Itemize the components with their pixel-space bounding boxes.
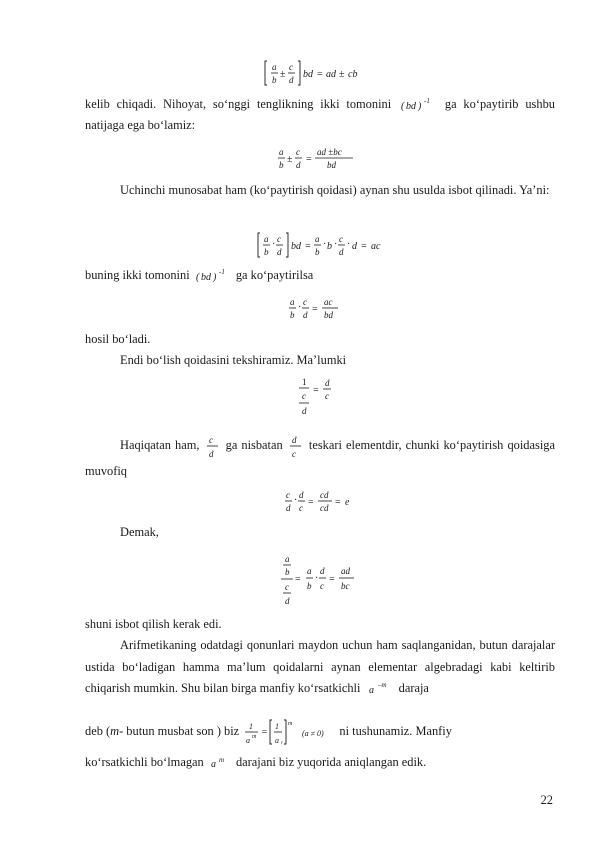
svg-text:c: c [286,490,290,500]
svg-text:a: a [264,234,269,244]
svg-text:=: = [361,241,367,252]
svg-text:=: = [308,497,314,508]
svg-text:bc: bc [341,581,350,591]
formula-reciprocal [297,374,347,420]
svg-text:c: c [299,503,303,513]
inline-formula-bd-inverse [400,97,436,113]
svg-text:bd: bd [291,241,301,252]
svg-text:1: 1 [249,722,254,731]
svg-text:–m: –m [377,681,387,690]
svg-text:b: b [315,247,320,257]
svg-text:a: a [275,736,280,745]
page-number: 22 [540,793,553,807]
formula-sum-rule [277,143,367,173]
svg-text:b: b [279,160,284,170]
svg-text:=: = [317,69,323,80]
svg-text:a: a [315,234,320,244]
svg-text:b: b [307,581,312,591]
svg-text:·: · [272,239,276,250]
svg-text:a: a [272,62,277,72]
inline-formula-a-m [209,756,231,770]
svg-text:=: = [306,154,312,165]
svg-text:ad: ad [326,69,336,80]
paragraph-9: Arifmetikaning odatdagi qonunlari maydon uchun ham saqlanganidan, butun darajalar ustida bo‘ladigan hamma ma’lum qoidalarni aynan elementar algebradagi kabi keltirib chiqarish mumkin. Shu bilan birga manfiy ko‘rsatkichli a –m daraja [85,638,555,697]
svg-text:±: ± [287,154,293,165]
paragraph-10: deb (m- butun musbat son ) biz 1 a m = 1 a r m (a ≠ 0) ni tushunamiz. Manfiy [85,718,555,746]
svg-text:a: a [285,554,290,564]
svg-text:r: r [281,741,284,746]
svg-text:a: a [307,566,312,576]
svg-text:bd: bd [324,310,333,320]
inline-formula-bd-inverse-2 [195,268,231,284]
formula-division-rule [280,552,370,608]
formula-product-rule [288,293,358,323]
svg-text:ad: ad [341,566,350,576]
svg-text:d: d [286,503,291,513]
svg-text:d: d [289,75,294,85]
paragraph-2: Uchinchi munosabat ham (ko‘paytirish qoidasi) aynan shu usulda isbot qilinadi. Ya’ni: [120,183,550,197]
svg-text:a: a [246,736,251,745]
inline-formula-a-neg-m [366,681,394,697]
svg-text:d: d [303,310,308,320]
svg-text:c: c [320,581,324,591]
svg-text:c: c [289,62,293,72]
svg-text:=: = [312,304,318,315]
svg-text:·: · [323,239,327,250]
svg-text:c: c [208,435,213,445]
svg-text:d: d [299,490,304,500]
svg-text:d: d [296,160,301,170]
svg-text:b: b [272,75,277,85]
svg-text:=: = [335,497,341,508]
svg-text:bd: bd [406,101,417,113]
inline-formula-c-over-d [206,432,220,460]
svg-text:=: = [329,574,335,585]
svg-text:bd: bd [327,160,336,170]
svg-text:ad ±bc: ad ±bc [317,147,342,157]
svg-text:d: d [285,596,290,606]
paragraph-1: kelib chiqadi. Nihoyat, so‘nggi tenglikning ikki tomonini ( bd ) -1 ga ko‘paytirib ushbu natijaga ega bo‘lamiz: [85,97,555,132]
svg-text:1: 1 [275,722,280,731]
svg-text:c: c [285,582,289,592]
svg-text:·: · [298,302,302,313]
svg-text:=: = [313,385,319,396]
svg-text:cb: cb [348,69,358,80]
paragraph-3: buning ikki tomonini ( bd ) -1 ga ko‘paytirilsa [85,268,314,284]
svg-text:d: d [208,449,214,459]
svg-text:d: d [291,435,297,445]
svg-text:c: c [302,391,306,401]
svg-text:b: b [264,247,269,257]
svg-text:=: = [261,727,269,738]
svg-text:cd: cd [320,490,329,500]
svg-text:d: d [320,566,325,576]
svg-text:a: a [210,759,216,771]
svg-text:d: d [339,247,344,257]
svg-text:c: c [296,147,300,157]
svg-text:-1: -1 [424,97,430,106]
paragraph-5: Endi bo‘lish qoidasini tekshiramiz. Ma’lumki [120,353,347,367]
svg-text:cd: cd [320,503,329,513]
svg-text:a: a [290,297,295,307]
svg-text:ac: ac [371,241,381,252]
paragraph-8: shuni isbot qilish kerak edi. [85,617,222,631]
svg-text:-1: -1 [218,268,225,277]
svg-text:m: m [218,756,224,765]
svg-text:): ) [418,101,422,113]
svg-text:·: · [347,239,351,250]
svg-text:b: b [327,241,332,252]
svg-text:(: ( [401,101,405,113]
svg-text:c: c [339,234,343,244]
svg-text:·: · [315,573,319,584]
svg-text:·: · [294,495,298,506]
svg-text:±: ± [280,69,286,80]
svg-text:=: = [305,241,311,252]
svg-text:d: d [302,406,307,416]
svg-text:(: ( [195,272,200,284]
paragraph-7: Demak, [120,525,159,539]
svg-text:a: a [368,685,374,697]
svg-text:±: ± [339,69,345,80]
svg-text:ac: ac [324,297,333,307]
formula-inverse-check [284,486,364,516]
svg-text:·: · [334,239,338,250]
inline-formula-negative-power-definition [244,718,334,746]
svg-text:bd: bd [200,272,211,284]
svg-text:1: 1 [302,377,307,387]
paragraph-6: Haqiqatan ham, c d ga nisbatan d c teskari elementdir, chunki ko‘paytirish qoidasiga muvofiq [85,432,555,482]
svg-text:): ) [212,272,217,284]
svg-text:bd: bd [303,69,313,80]
formula-sum-times-bd [262,58,382,88]
svg-text:b: b [290,310,295,320]
svg-text:c: c [291,449,296,459]
svg-text:c: c [303,297,307,307]
formula-product-times-bd [255,230,390,260]
svg-text:a: a [279,147,284,157]
inline-formula-d-over-c [289,432,303,460]
paragraph-4: hosil bo‘ladi. [85,332,151,346]
svg-text:b: b [285,567,290,577]
svg-text:m: m [288,721,293,727]
paragraph-11: ko‘rsatkichli bo‘lmagan a m darajani biz yuqorida aniqlangan edik. [85,755,427,771]
svg-text:=: = [295,574,301,585]
svg-text:d: d [325,378,330,388]
svg-text:(a ≠ 0): (a ≠ 0) [302,729,325,738]
svg-text:c: c [277,234,281,244]
svg-text:m: m [252,734,257,740]
svg-text:e: e [345,497,350,508]
svg-text:d: d [352,241,357,252]
svg-text:d: d [277,247,282,257]
svg-text:c: c [325,391,329,401]
